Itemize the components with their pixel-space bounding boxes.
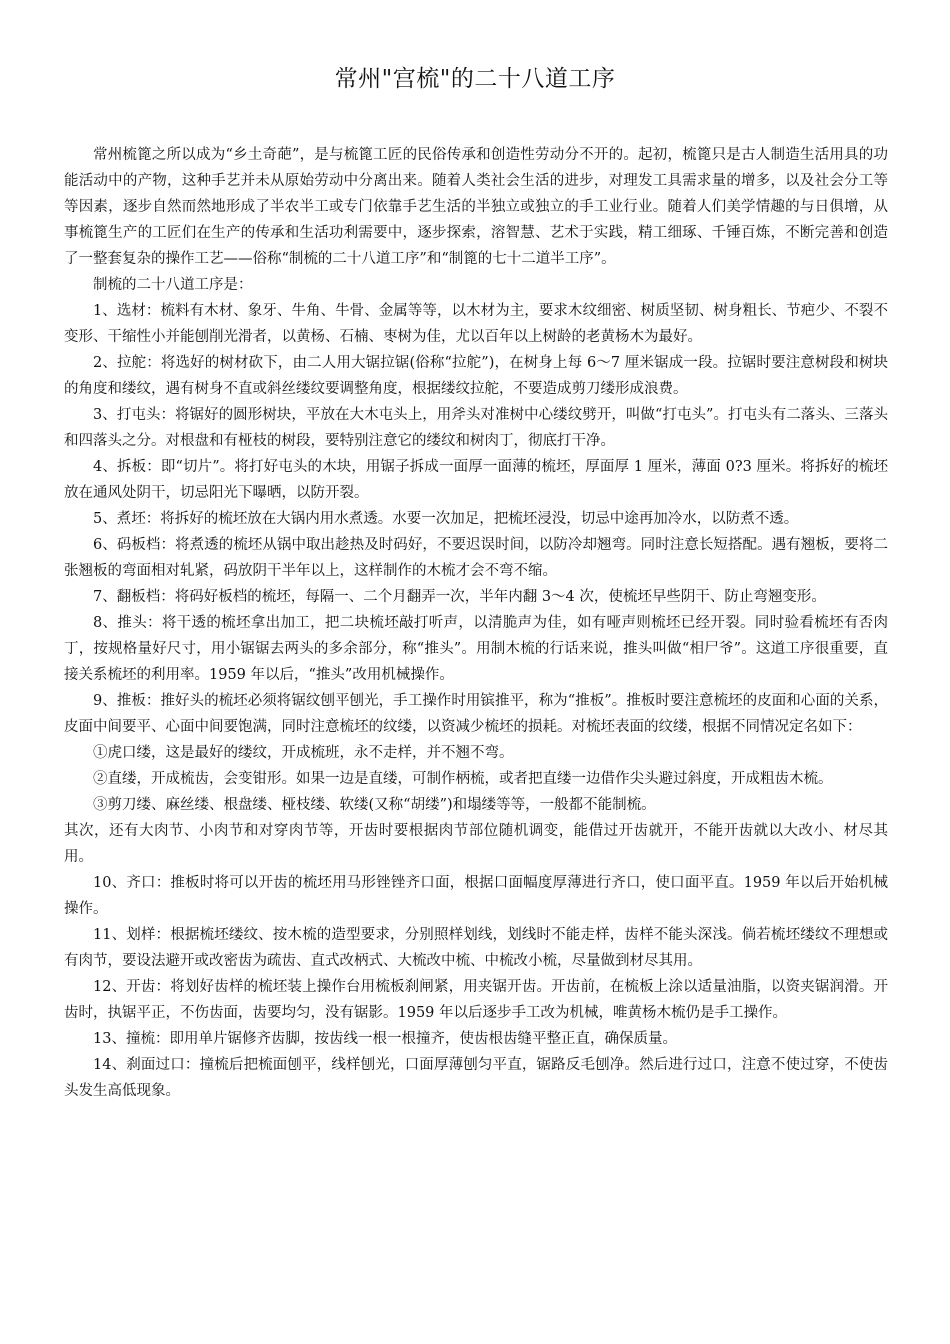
step-2-paragraph: 2、拉舵：将选好的树材砍下，由二人用大锯拉锯(俗称“拉舵”)，在树身上每 6～7 厘米锯成一段。拉锯时要注意树段和树块的角度和缕纹，遇有树身不直或斜丝缕纹要调整角度，根据缕纹拉舵，不要造成剪刀缕形成浪费。 <box>64 355 888 397</box>
grain-type-3-paragraph: ③剪刀缕、麻丝缕、根盘缕、桠枝缕、软缕(又称“胡缕”)和塌缕等等，一般都不能制梳。 <box>93 797 656 813</box>
document-title: 常州"宫梳"的二十八道工序 <box>334 66 616 92</box>
step-3-paragraph: 3、打屯头：将锯好的圆形树块，平放在大木屯头上，用斧头对准树中心缕纹劈开，叫做“打屯头”。打屯头有二落头、三落头和四落头之分。对根盘和有桠枝的树段，要特别注意它的缕纹和树肉丁，彻底打干净。 <box>64 407 888 449</box>
grain-type-1-paragraph: ①虎口缕，这是最好的缕纹，开成梳班，永不走样，并不翘不弯。 <box>93 745 514 761</box>
step-14-paragraph: 14、刹面过口：撞梳后把梳面刨平，线样刨光，口面厚薄刨匀平直，锯路反毛刨净。然后进行过口，注意不使过穿，不使齿头发生高低现象。 <box>64 1057 888 1099</box>
step-10-paragraph: 10、齐口：推板时将可以开齿的梳坯用马形锉锉齐口面，根据口面幅度厚薄进行齐口，使口面平直。1959 年以后开始机械操作。 <box>64 875 888 917</box>
step-1-paragraph: 1、选材：梳料有木材、象牙、牛角、牛骨、金属等等，以木材为主，要求木纹细密、树质坚韧、树身粗长、节疤少、不裂不变形、干缩性小并能刨削光滑者，以黄杨、石楠、枣树为佳，尤以百年以上树龄的老黄杨木为最好。 <box>64 303 888 345</box>
step-6-paragraph: 6、码板档：将煮透的梳坯从锅中取出趁热及时码好，不要迟误时间，以防冷却翘弯。同时注意长短搭配。遇有翘板，要将二张翘板的弯面相对轧紧，码放阴干半年以上，这样制作的木梳才会不弯不缩。 <box>64 537 888 579</box>
step-11-paragraph: 11、划样：根据梳坯缕纹、按木梳的造型要求，分别照样划线，划线时不能走样，齿样不能头深浅。倘若梳坯缕纹不理想或有肉节，要设法避开或改密齿为疏齿、直式改柄式、大梳改中梳、中梳改小梳，尽量做到材尽其用。 <box>64 927 888 969</box>
list-intro-paragraph: 制梳的二十八道工序是： <box>93 277 253 293</box>
step-13-paragraph: 13、撞梳：即用单片锯修齐齿脚，按齿线一根一根撞齐，使齿根齿缝平整正直，确保质量。 <box>93 1031 677 1047</box>
step-8-paragraph: 8、推头：将干透的梳坯拿出加工，把二块梳坯敲打听声，以清脆声为佳，如有哑声则梳坯已经开裂。同时验看梳坯有否肉丁，按规格量好尺寸，用小锯锯去两头的多余部分，称“推头”。用制木梳的行话来说，推头叫做“相尸爷”。这道工序很重要，直接关系梳坯的利用率。1959 年以后，“推头”改用机械操作。 <box>64 615 888 683</box>
step-5-paragraph: 5、煮坯：将拆好的梳坯放在大锅内用水煮透。水要一次加足，把梳坯浸没，切忌中途再加冷水，以防煮不透。 <box>93 511 799 527</box>
step-7-paragraph: 7、翻板档：将码好板档的梳坯，每隔一、二个月翻弄一次，半年内翻 3～4 次，使梳坯早些阴干、防止弯翘变形。 <box>93 589 826 605</box>
step-4-paragraph: 4、拆板：即“切片”。将打好屯头的木块，用锯子拆成一面厚一面薄的梳坯，厚面厚 1 厘米，薄面 0?3 厘米。将拆好的梳坯放在通风处阴干，切忌阳光下曝晒，以防开裂。 <box>64 459 888 501</box>
step-12-paragraph: 12、开齿：将划好齿样的梳坯装上操作台用梳板刹闸紧，用夹锯开齿。开齿前，在梳板上涂以适量油脂，以资夹锯润滑。开齿时，执锯平正，不伤齿面，齿要均匀，没有锯影。1959 年以后逐步手工改为机械，唯黄杨木梳仍是手工操作。 <box>64 979 888 1021</box>
document-body <box>64 142 888 1104</box>
knots-paragraph: 其次，还有大肉节、小肉节和对穿肉节等，开齿时要根据肉节部位随机调变，能借过开齿就开，不能开齿就以大改小、材尽其用。 <box>64 823 888 865</box>
step-9-paragraph: 9、推板：推好头的梳坯必须将锯纹刨平刨光，手工操作时用镔推平，称为“推板”。推板时要注意梳坯的皮面和心面的关系，皮面中间要平、心面中间要饱满，同时注意梳坯的纹缕，以资减少梳坯的损耗。对梳坯表面的纹缕，根据不同情况定名如下： <box>64 693 888 735</box>
intro-paragraph: 常州梳篦之所以成为“乡土奇葩”，是与梳篦工匠的民俗传承和创造性劳动分不开的。起初，梳篦只是古人制造生活用具的功能活动中的产物，这种手艺并未从原始劳动中分离出来。随着人类社会生活的进步，对理发工具需求量的增多，以及社会分工等等因素，逐步自然而然地形成了半农半工或专门依靠手艺生活的半独立或独立的手工业行业。随着人们美学情趣的与日俱增，从事梳篦生产的工匠们在生产的传承和生活功利需要中，逐步探索，溶智慧、艺术于实践，精工细琢、千锤百炼，不断完善和创造了一整套复杂的操作工艺——俗称“制梳的二十八道工序”和“制篦的七十二道半工序”。 <box>64 147 888 267</box>
grain-type-2-paragraph: ②直缕，开成梳齿，会变钳形。如果一边是直缕，可制作柄梳，或者把直缕一边借作尖头避过斜度，开成粗齿木梳。 <box>93 771 833 787</box>
